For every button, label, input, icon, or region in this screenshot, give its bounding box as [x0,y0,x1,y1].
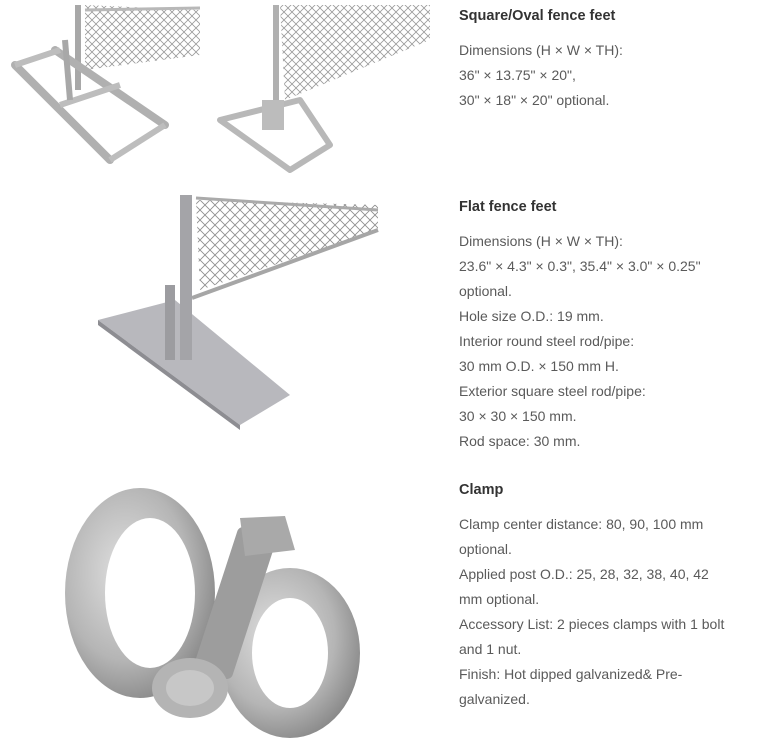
square-oval-feet-image [0,0,440,180]
spec-line: Exterior square steel rod/pipe: [459,383,646,399]
spec-line: Hole size O.D.: 19 mm. [459,308,604,324]
section-title: Clamp [459,482,504,498]
spec-line: 30 mm O.D. × 150 mm H. [459,358,619,374]
section-flat-feet [459,199,754,454]
section-square-oval [459,8,754,113]
spec-line: Clamp center distance: 80, 90, 100 mm [459,516,704,532]
spec-line: Rod space: 30 mm. [459,433,581,449]
section-title: Square/Oval fence feet [459,8,616,24]
spec-line: Finish: Hot dipped galvanized& Pre- [459,666,683,682]
spec-line: Dimensions (H × W × TH): [459,233,623,249]
spec-line: optional. [459,283,512,299]
spec-line: Accessory List: 2 pieces clamps with 1 bolt [459,616,725,632]
spec-line: Interior round steel rod/pipe: [459,333,635,349]
spec-line: Dimensions (H × W × TH): [459,42,623,58]
spec-line: galvanized. [459,691,530,707]
spec-line: optional. [459,541,512,557]
section-title: Flat fence feet [459,199,557,215]
spec-line: and 1 nut. [459,641,522,657]
section-clamp [459,482,754,712]
clamp-image [0,478,440,743]
spec-line: 30" × 18" × 20" optional. [459,92,610,108]
spec-line: 23.6" × 4.3" × 0.3", 35.4" × 3.0" × 0.25" [459,258,701,274]
spec-line: Applied post O.D.: 25, 28, 32, 38, 40, 42 [459,566,709,582]
flat-feet-image [0,190,440,430]
spec-line: mm optional. [459,591,540,607]
spec-line: 36" × 13.75" × 20", [459,67,576,83]
spec-line: 30 × 30 × 150 mm. [459,408,577,424]
